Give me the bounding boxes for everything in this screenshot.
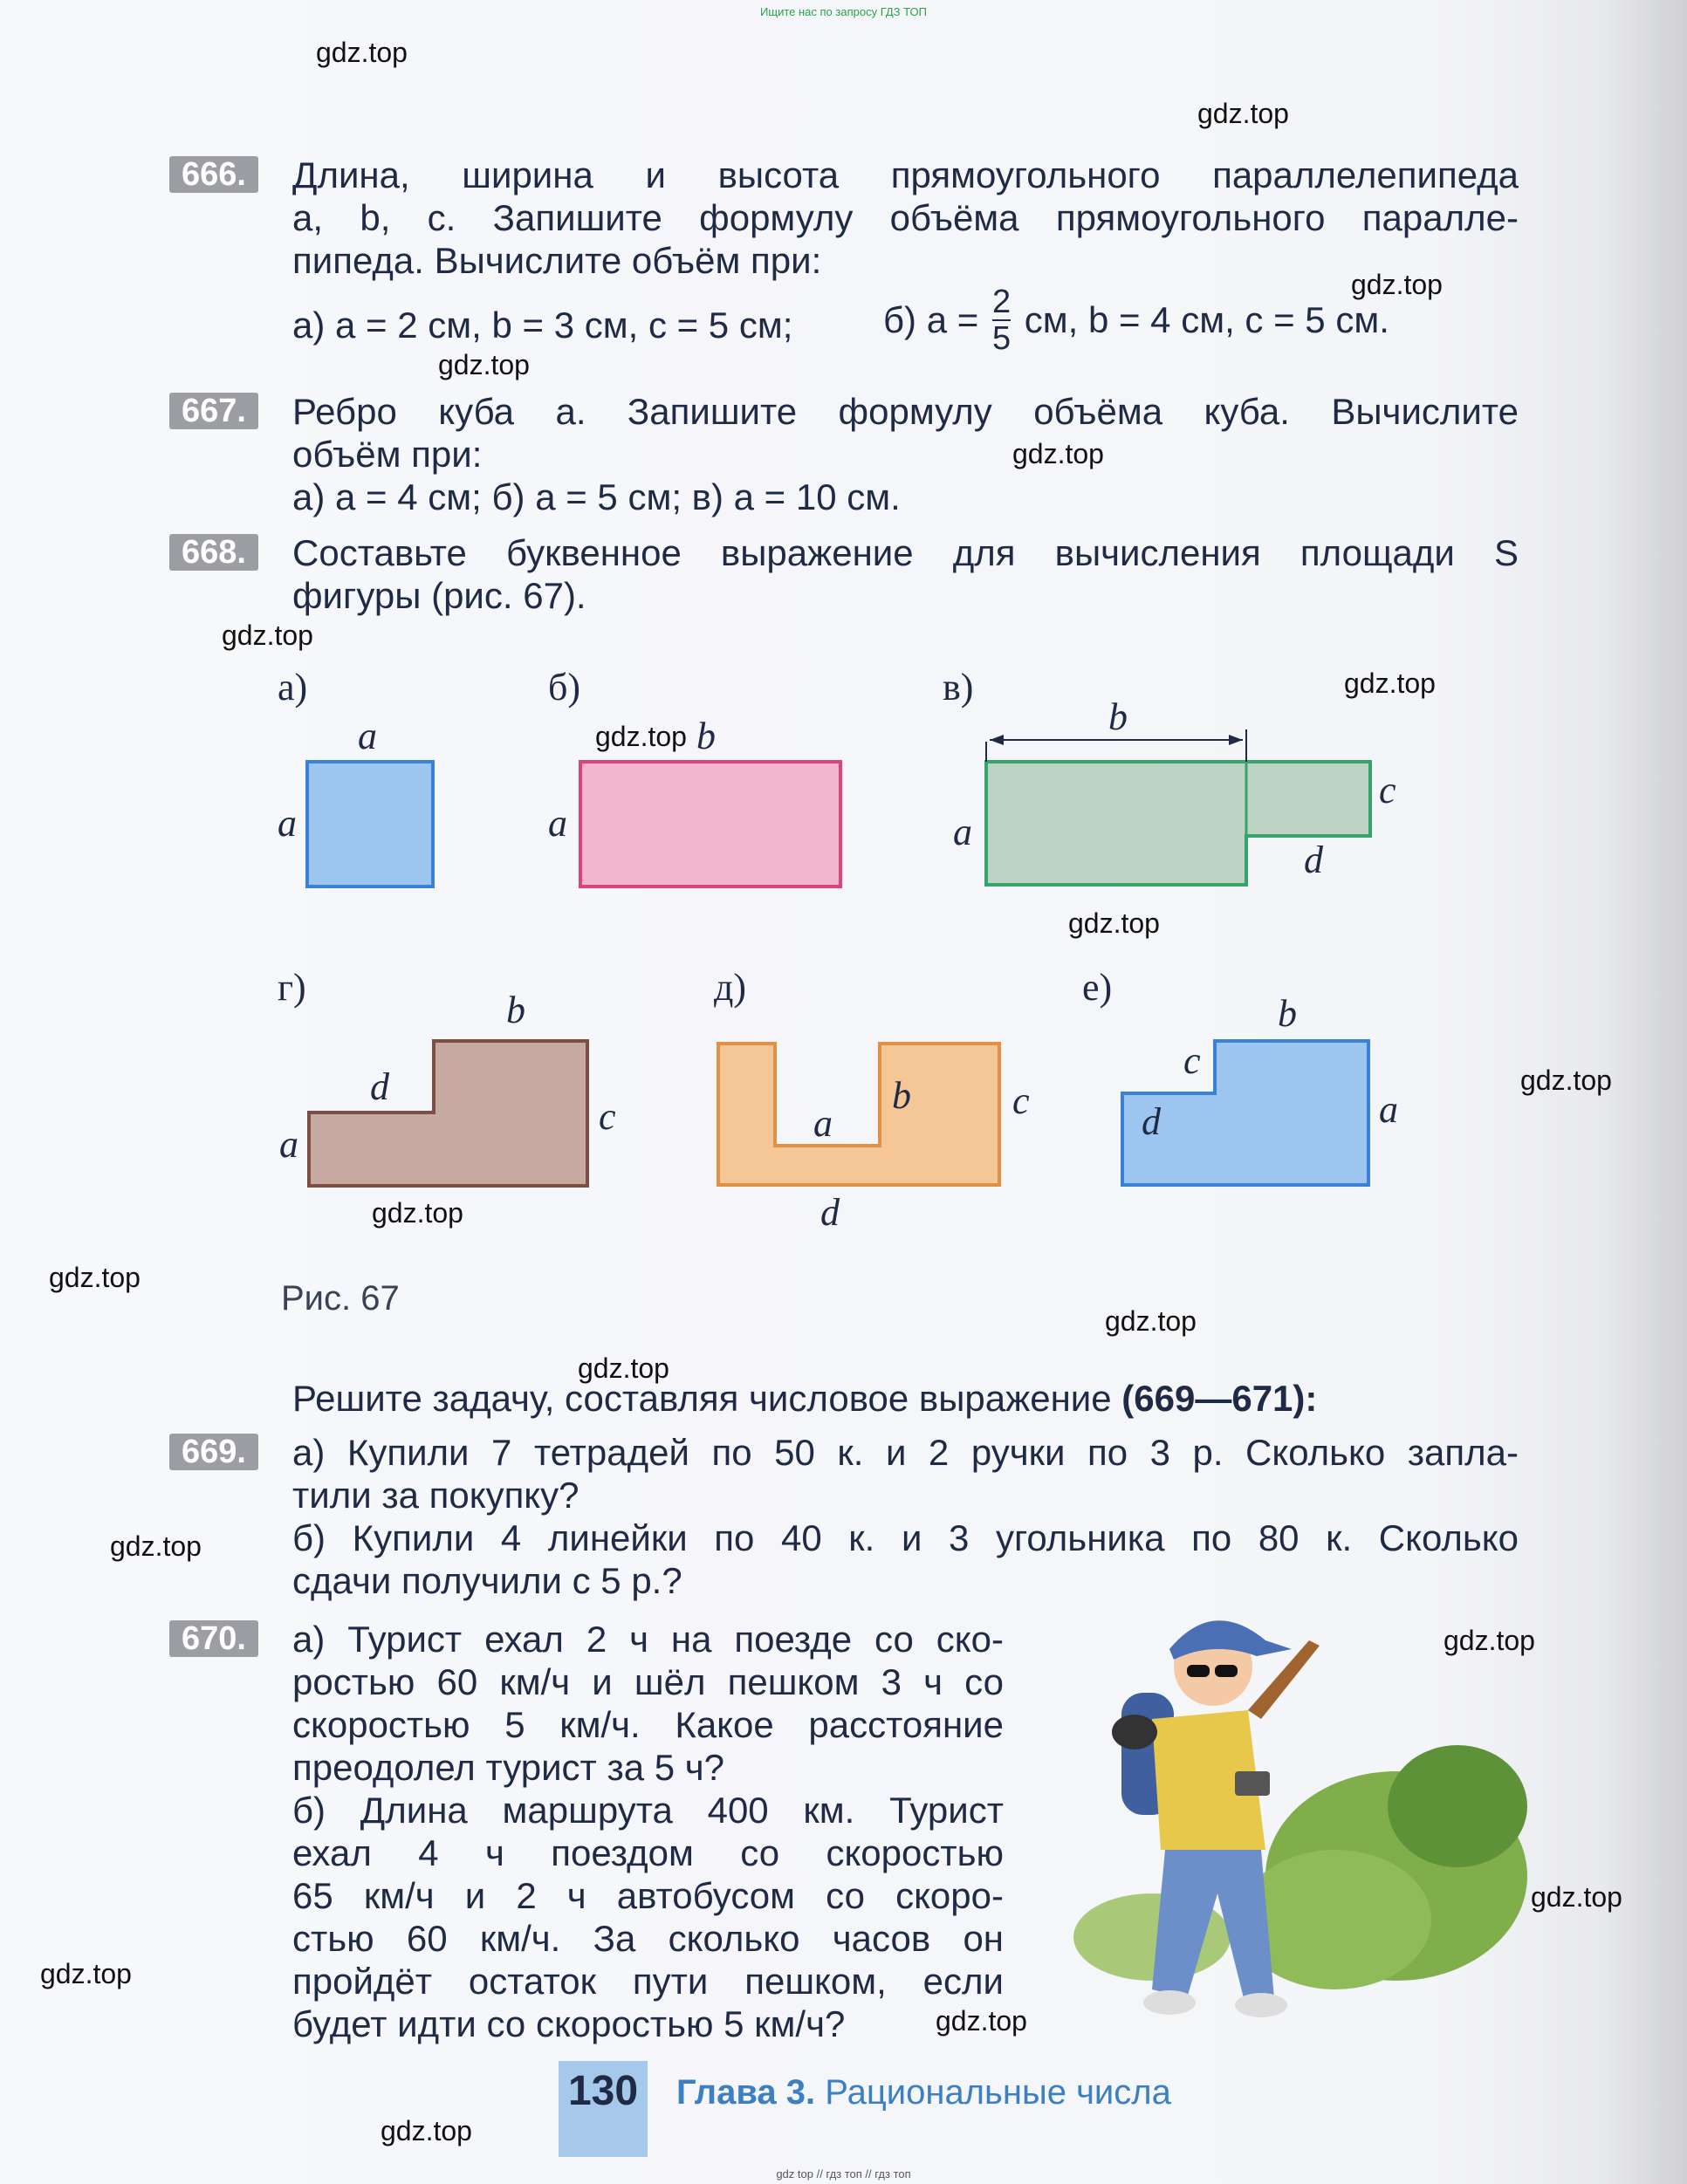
watermark: gdz.top xyxy=(381,2115,472,2146)
figure-e-label: е) xyxy=(1082,966,1113,1009)
watermark: gdz.top xyxy=(1197,98,1289,129)
figure-v-var-right: c xyxy=(1379,769,1396,811)
problem-670-line: 65 км/ч и 2 ч автобусом со скоро- xyxy=(292,1875,1004,1916)
watermark: gdz.top xyxy=(1344,668,1436,699)
watermark: gdz.top xyxy=(1012,438,1104,469)
problem-667-line: Ребро куба a. Запишите формулу объёма куба. Вычислите xyxy=(292,391,1519,432)
problem-670-line: будет идти со скоростью 5 км/ч? xyxy=(292,2003,846,2044)
figure-v-var-left: a xyxy=(953,811,972,853)
figure-b-var-top: b xyxy=(696,715,716,757)
problem-667-line: объём при: xyxy=(292,434,483,475)
sunglasses xyxy=(1187,1665,1210,1677)
watermark: gdz.top xyxy=(49,1262,141,1293)
figure-v-var-top: b xyxy=(1108,695,1128,738)
dimension-arrow xyxy=(1229,735,1243,745)
watermark: gdz.top xyxy=(595,721,687,752)
figure-g-var-top: b xyxy=(506,989,525,1031)
problem-670-line: ехал 4 ч поездом со скоростью xyxy=(292,1832,1004,1873)
page-number: 130 xyxy=(559,2061,648,2157)
problem-670-line: а) Турист ехал 2 ч на поезде со ско- xyxy=(292,1619,1004,1660)
watermark: gdz.top xyxy=(316,37,408,68)
figure-b-rectangle xyxy=(580,762,840,887)
watermark: gdz.top xyxy=(1351,269,1443,300)
watermark: gdz.top xyxy=(1520,1065,1612,1096)
watermark: gdz.top xyxy=(1068,907,1160,939)
shoe xyxy=(1235,1993,1287,2017)
watermark: gdz.top xyxy=(578,1352,669,1384)
watermark: gdz.top xyxy=(222,620,313,651)
problem-668-line: фигуры (рис. 67). xyxy=(292,575,586,616)
figure-g-shape xyxy=(309,1041,587,1186)
watermark: gdz.top xyxy=(40,1958,132,1989)
problem-666-option-a: а) a = 2 см, b = 3 см, c = 5 см; xyxy=(292,305,793,346)
tourist-illustration xyxy=(1047,1588,1536,2042)
figure-a-square xyxy=(307,762,433,887)
problem-669-line: тили за покупку? xyxy=(292,1475,579,1516)
figure-e-var-inner-c: c xyxy=(1183,1039,1201,1082)
watermark: gdz.top xyxy=(1105,1305,1197,1337)
problem-number: 666. xyxy=(169,156,258,193)
watermark: gdz.top xyxy=(372,1197,463,1229)
section-intro: Решите задачу, составляя числовое выражение (669—671): xyxy=(292,1378,1318,1419)
problem-666-line: пипеда. Вычислите объём при: xyxy=(292,240,822,281)
dimension-arrow xyxy=(990,735,1004,745)
figure-a-var-top: a xyxy=(358,715,377,757)
footer-banner: gdz top // гдз топ // гдз топ xyxy=(776,2167,911,2181)
figure-caption: Рис. 67 xyxy=(281,1279,400,1318)
figure-g-var-inner: d xyxy=(370,1065,389,1108)
problem-670-line: б) Длина маршрута 400 км. Турист xyxy=(292,1790,1004,1831)
figure-d-label: д) xyxy=(714,966,747,1009)
problem-670-line: стью 60 км/ч. За сколько часов он xyxy=(292,1918,1004,1959)
pot xyxy=(1112,1715,1157,1749)
chapter-title: Глава 3. Рациональные числа xyxy=(676,2073,1171,2112)
figure-g-var-left: a xyxy=(279,1123,298,1166)
problem-670-line: преодолел турист за 5 ч? xyxy=(292,1747,724,1788)
sunglasses xyxy=(1215,1665,1238,1677)
figure-d-shape xyxy=(718,1044,999,1185)
camera xyxy=(1235,1771,1270,1796)
figure-d-var-bottom: d xyxy=(820,1191,840,1234)
figure-g-label: г) xyxy=(278,966,306,1009)
figure-e-var-right: a xyxy=(1379,1088,1398,1131)
problem-670-line: ростью 60 км/ч и шёл пешком 3 ч со xyxy=(292,1661,1004,1702)
problem-669-line: б) Купили 4 линейки по 40 к. и 3 угольника по 80 к. Сколько xyxy=(292,1517,1519,1558)
problem-669-line: сдачи получили с 5 р.? xyxy=(292,1560,682,1601)
figure-b-label: б) xyxy=(548,666,581,709)
problem-668-line: Составьте буквенное выражение для вычисления площади S xyxy=(292,532,1519,573)
problem-number: 670. xyxy=(169,1620,258,1657)
problem-666-line: Длина, ширина и высота прямоугольного параллелепипеда xyxy=(292,154,1519,195)
figure-v-var-bottom: d xyxy=(1304,839,1323,881)
figure-e-var-top: b xyxy=(1278,992,1297,1035)
watermark: gdz.top xyxy=(438,349,530,380)
problem-667-options: а) a = 4 см; б) a = 5 см; в) a = 10 см. xyxy=(292,476,901,517)
figure-d-var-b: b xyxy=(892,1074,911,1117)
watermark: gdz.top xyxy=(936,2005,1027,2037)
figure-b-var-left: a xyxy=(548,802,567,845)
figure-g-var-right: c xyxy=(599,1095,616,1138)
fraction: $\frac{2}{5}$ xyxy=(991,284,1012,357)
problem-666-line: a, b, c. Запишите формулу объёма прямоугольного паралле- xyxy=(292,197,1519,238)
problem-number: 667. xyxy=(169,393,258,429)
watermark: gdz.top xyxy=(1531,1881,1622,1913)
problem-670-line: скоростью 5 км/ч. Какое расстояние xyxy=(292,1704,1004,1745)
figure-v-label: в) xyxy=(943,666,974,709)
problem-670-line: пройдёт остаток пути пешком, если xyxy=(292,1961,1004,2002)
problem-number: 669. xyxy=(169,1434,258,1470)
problem-number: 668. xyxy=(169,534,258,571)
bush xyxy=(1388,1745,1527,1867)
top-banner: Ищите нас по запросу ГДЗ ТОП xyxy=(760,5,927,18)
figure-a-label: а) xyxy=(278,666,308,709)
figure-e-var-inner-d: d xyxy=(1142,1100,1161,1143)
figure-d-var-right: c xyxy=(1012,1079,1030,1122)
watermark: gdz.top xyxy=(110,1530,202,1562)
problem-669-line: а) Купили 7 тетрадей по 50 к. и 2 ручки по 3 р. Сколько запла- xyxy=(292,1432,1519,1473)
figure-a-var-left: a xyxy=(278,802,297,845)
shoe xyxy=(1143,1990,1196,2015)
problem-666-option-b: б) a = $\frac{2}{5}$ см, b = 4 см, c = 5 см. xyxy=(883,284,1389,357)
watermark: gdz.top xyxy=(1444,1625,1535,1656)
figure-d-var-a: a xyxy=(813,1102,833,1145)
